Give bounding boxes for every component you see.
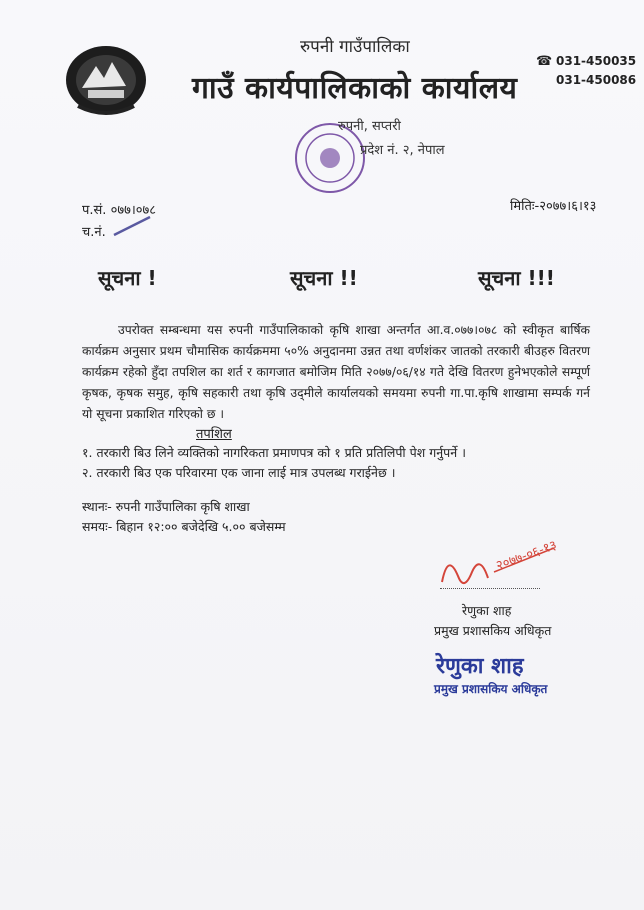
signatory-name: रेणुका शाह (462, 603, 512, 618)
office-title: गाउँ कार्यपालिकाको कार्यालय (192, 71, 518, 106)
address-line-2: प्रदेश नं. २, नेपाल (360, 143, 445, 158)
notice-heading-1: सूचना ! (98, 266, 157, 290)
handwritten-signature-icon (428, 532, 568, 602)
distribution-place: स्थानः- रुपनी गाउँपालिका कृषि शाखा (82, 499, 250, 514)
nepal-emblem-icon (60, 40, 152, 122)
distribution-time: समयः- बिहान १२:०० बजेदेखि ५.०० बजेसम्म (82, 519, 286, 534)
phone-number-1: 031-450035 (556, 54, 637, 68)
notice-body-paragraph: उपरोक्त सम्बन्धमा यस रुपनी गाउँपालिकाको कृषि शाखा अन्तर्गत आ.व.०७७।०७८ को स्वीकृत बार्षिक कार्यक्रम अनुसार प्रथम चौमासिक कार्यक्रममा ५०% अनुदानमा उन्नत तथा वर्णशंकर जातको तरकारी बीउहरु वितरण कार्यक्रम रहेको हुँदा तपशिल का शर्त र कागजात बमोजिम मिति २०७७/०६/१४ गते देखि वितरण हुनेभएकोले सम्पूर्ण कृषक, कृषक समुह, कृषि सहकारी तथा कृषि उद्‍मीले कार्यालयको समयमा रुपनी गा.पा.कृषि शाखामा सम्पर्क गर्न यो सूचना प्रकाशित गरिएको छ । (82, 323, 590, 421)
condition-item-2: २. तरकारी बिउ एक परिवारमा एक जाना लाई मात्र उपलब्ध गराईनेछ । (82, 465, 396, 480)
condition-item-1: १. तरकारी बिउ लिने व्यक्तिको नागरिकता प्रमाणपत्र को १ प्रति प्रतिलिपी पेश गर्नुपर्ने । (82, 445, 466, 460)
signatory-role: प्रमुख प्रशासकिय अधिकृत (434, 623, 552, 638)
notice-heading-2: सूचना !! (290, 266, 358, 290)
phone-icon: ☎ (536, 54, 553, 69)
signature-line (440, 588, 540, 589)
phone-number-2: 031-450086 (556, 73, 637, 87)
address-line-1: रुपनी, सप्तरी (338, 119, 401, 134)
dispatch-number: च.नं. (82, 225, 106, 240)
role-stamp: प्रमुख प्रशासकिय अधिकृत (434, 682, 548, 696)
name-stamp: रेणुका शाह (436, 654, 524, 679)
municipality-name: रुपनी गाउँपालिका (300, 37, 410, 57)
notice-heading-3: सूचना !!! (478, 266, 555, 290)
svg-text:२०७७-०६-१३: २०७७-०६-१३ (494, 537, 560, 574)
letter-reference-number: प.सं. ०७७।०७८ (82, 203, 157, 218)
letter-date: मितिः-२०७७।६।१३ (510, 199, 597, 214)
ink-scribble-icon (112, 213, 152, 239)
details-heading: तपशिल (196, 427, 232, 442)
